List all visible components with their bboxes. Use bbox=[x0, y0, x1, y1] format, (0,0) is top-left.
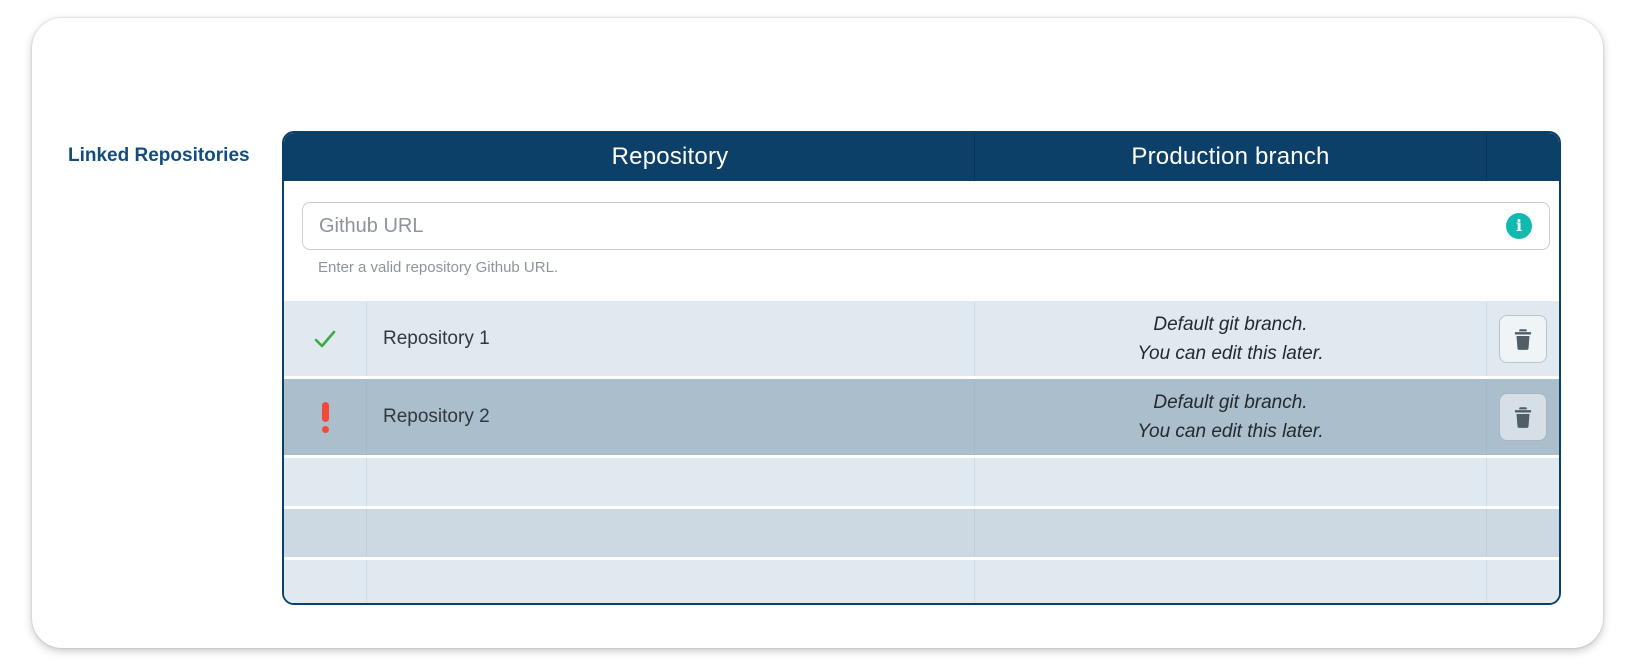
production-branch-cell bbox=[974, 379, 1486, 455]
branch-text-line-1: Default git branch. bbox=[1153, 313, 1308, 335]
table-row-repository-1[interactable] bbox=[284, 301, 1559, 376]
table-header-row bbox=[284, 133, 1559, 181]
repository-name: Repository 1 bbox=[366, 301, 974, 376]
branch-text-line-2: You can edit this later. bbox=[1137, 342, 1324, 364]
settings-card bbox=[32, 18, 1603, 648]
header-repository: Repository bbox=[611, 143, 729, 170]
trash-icon bbox=[1510, 326, 1536, 352]
check-icon bbox=[311, 325, 339, 353]
header-status-spacer bbox=[284, 133, 366, 181]
action-cell bbox=[1486, 301, 1559, 376]
empty-table-row bbox=[284, 458, 1559, 506]
delete-repository-button[interactable] bbox=[1499, 315, 1547, 363]
empty-table-row bbox=[284, 509, 1559, 557]
info-icon-glyph: i bbox=[1515, 216, 1523, 235]
repository-name: Repository 2 bbox=[366, 379, 974, 455]
github-url-input-wrap bbox=[302, 202, 1550, 250]
add-repository-section bbox=[284, 181, 1559, 301]
header-production-branch: Production branch bbox=[974, 133, 1486, 181]
info-icon[interactable] bbox=[1506, 213, 1532, 239]
empty-table-row bbox=[284, 560, 1559, 605]
status-cell bbox=[284, 301, 366, 376]
branch-text-line-2: You can edit this later. bbox=[1137, 421, 1324, 442]
github-url-input[interactable] bbox=[302, 202, 1550, 250]
table-row-repository-2[interactable] bbox=[284, 379, 1559, 455]
input-helper-text: Enter a valid repository Github URL. bbox=[318, 259, 559, 276]
delete-repository-button[interactable] bbox=[1499, 393, 1547, 441]
trash-icon bbox=[1510, 404, 1536, 430]
table-body bbox=[284, 301, 1559, 605]
section-label: Linked Repositories bbox=[68, 145, 250, 166]
header-action-spacer bbox=[1486, 133, 1559, 181]
linked-repositories-table bbox=[282, 131, 1561, 605]
branch-text-line-1: Default git branch. bbox=[1153, 392, 1308, 413]
production-branch-cell bbox=[974, 301, 1486, 376]
status-cell bbox=[284, 379, 366, 455]
exclamation-icon bbox=[322, 402, 329, 433]
action-cell bbox=[1486, 379, 1559, 455]
